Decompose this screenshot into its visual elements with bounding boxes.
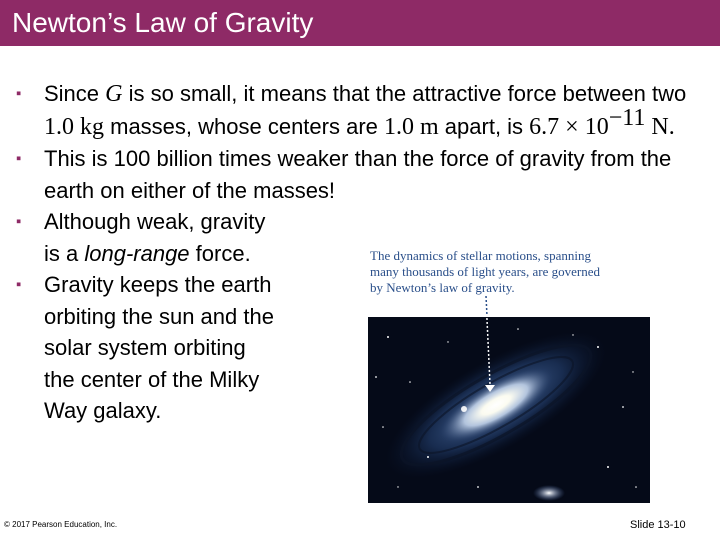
bullet-item — [14, 78, 714, 143]
bullet-text: masses, whose centers are — [104, 113, 385, 139]
bullet-item — [14, 143, 714, 206]
force-exponent: −11 — [608, 104, 646, 131]
slide-title: Newton’s Law of Gravity — [12, 7, 314, 38]
bullet-text: orbiting the sun and the — [44, 303, 274, 329]
galaxy-image — [368, 317, 650, 503]
bullet-marker-icon: ▪ — [16, 213, 22, 230]
force-unit: N — [645, 113, 669, 140]
caption-line: The dynamics of stellar motions, spanning — [370, 248, 591, 263]
bullet-text: . — [668, 113, 675, 140]
title-bar — [0, 0, 720, 46]
bullet-text: Since — [44, 81, 106, 106]
bullet-text: the center of the Milky — [44, 366, 260, 392]
caption-line: many thousands of light years, are governed — [370, 264, 600, 279]
bullet-text: is so small, it means that the attractive force between two — [122, 81, 687, 106]
bullet-text: is a — [44, 240, 85, 266]
emphasis-text: long-range — [84, 240, 190, 266]
figure-caption — [370, 248, 640, 296]
bullet-marker-icon: ▪ — [16, 85, 22, 102]
bullet-marker-icon: ▪ — [16, 276, 22, 293]
caption-line: by Newton’s law of gravity. — [370, 280, 515, 295]
mass-value: 1.0 kg — [44, 113, 104, 140]
bullet-text: Gravity keeps the earth — [44, 272, 272, 297]
slide-number: Slide 13-10 — [630, 519, 686, 531]
bullet-text: Way galaxy. — [44, 398, 162, 423]
bullet-text: This is 100 billion times weaker than the force of gravity from the earth on either of the masses! — [44, 146, 672, 203]
copyright-notice: © 2017 Pearson Education, Inc. — [4, 520, 118, 529]
distance-value: 1.0 m — [384, 113, 439, 140]
bullet-text: apart, is — [438, 113, 530, 139]
bullet-text: solar system orbiting — [44, 335, 246, 360]
force-value: 6.7 × 10 — [529, 113, 609, 140]
bullet-marker-icon: ▪ — [16, 150, 22, 167]
bullet-text: Although weak, gravity — [44, 209, 266, 234]
constant-G: G — [105, 81, 123, 107]
bullet-text: force. — [189, 240, 251, 266]
